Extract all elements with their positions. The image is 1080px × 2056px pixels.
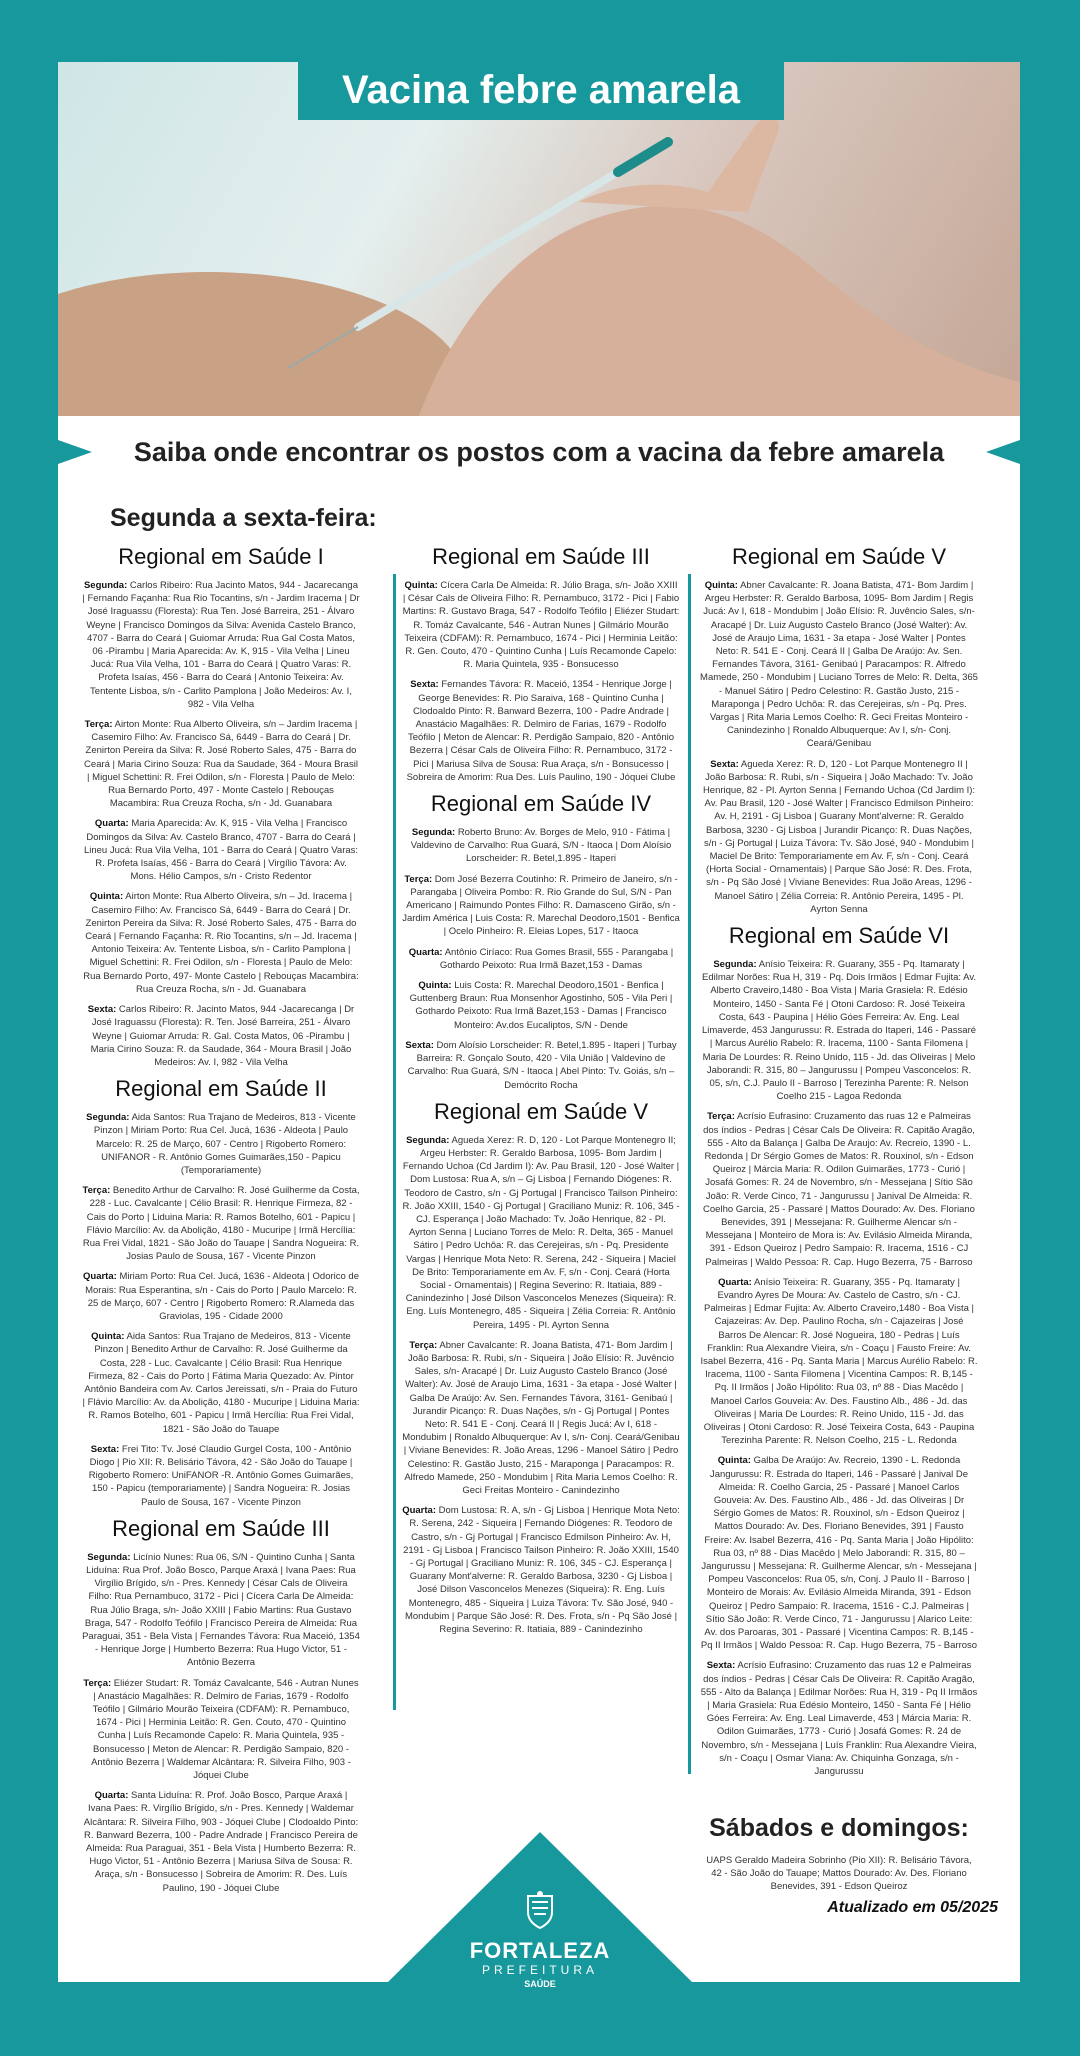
location-list: Aida Santos: Rua Trajano de Medeiros, 813 - Vicente Pinzon | Benedito Arthur de Carvalho: R. José Guilherme da Costa, 228 - Luc. Cavalcante | Célio Brasil: Rua Henrique Firmeza, 82 - Cais do Porto | Fátima Maria Quezado: Av. Pintor Antônio Bandeira com Av. Carlos Jereissati, s/n - Praia do Futuro | Flávio Marcílio: Av. da Abolição, 4180 - Mucuripe | Liduina Maria: R. Ramos Botelho, 601 - Papicu | Irmã Hercília: Rua Frei Vidal, 1821 - São João do Tauape <box>82 1331 360 1435</box>
schedule-entry <box>700 758 978 916</box>
day-label: Terça: <box>83 1677 112 1689</box>
day-label: Quarta: <box>83 1271 117 1283</box>
location-list: Agueda Xerez: R. D, 120 - Lot Parque Montenegro II; Argeu Herbster: R. Geraldo Barbosa, 1095- Bom Jardim | Fernando Uchoa (Cd Jardim I): Av. Pau Brasil, 120 - José Walter | Dom Lustosa: Rua A, s/n – Gj Lisboa | Fernando Diógenes: R. Teodoro de Castro, s/n - Gj Portugal | Francisco Tailson Pinheiro: R. João XXIII, 1540 - Gj Portugal | Graciliano Muniz: R. 106, 345 - CJ. Esperança | João Machado: Tv. João Henrique, 82 - Pl. Ayrton Senna | Luciano Torres de Melo: R. Delta, 365 - Manuel Sátiro | Pedro Uchôa: R. das Cerejeiras, s/n - Pq. Presidente Vargas | Henrique Mota Neto: R. Serena, 242 - Siqueira | Maciel De Brito: Temporariamente em Av. F, s/n - Conj. Ceará (Horta Social - Ornamentais) | Regina Severino: R. Itatiaia, 889 - Canindezinho | José Dilson Vasconcelos Menezes (Siqueira): R. Eng. Luís Montenegro, 485 - Siqueira | Zélia Correia: R. Antônio Pereira, 1495 - Pl. Ayrton Senna <box>402 1134 680 1331</box>
prefeitura-logo <box>440 1890 640 1991</box>
region-heading: Regional em Saúde I <box>118 544 324 569</box>
day-label: Quarta: <box>718 1276 752 1288</box>
schedule-entry <box>82 890 360 996</box>
location-list: Eliézer Studart: R. Tomáz Cavalcante, 546 - Autran Nunes | Anastácio Magalhães: R. Delmiro de Farias, 1679 - Rodolfo Teófilo | Gilmário Mourão Teixeira (CDFAM): R. Pernambuco, 1674 - Pici | Herminia Leitão: R. Gen. Couto, 470 - Quintino Cunha | Luís Recamonde Capelo: R. Maria Quintela, 935 - Bonsucesso | Meton de Alencar: R. Perdigão Sampaio, 820 - Antônio Bezerra | Waldemar Alcântara: R. Silveira Filho, 903 - Jóquei Clube <box>91 1677 359 1782</box>
schedule-entry <box>402 579 680 671</box>
region-heading: Regional em Saúde V <box>731 544 947 569</box>
schedule-entry <box>82 1443 360 1509</box>
location-list: Abner Cavalcante: R. Joana Batista, 471- Bom Jardim | Argeu Herbster: R. Geraldo Barbosa, 1095- Bom Jardim | Regis Jucá: Av I, 618 - Mondubim | João Elísio: R. Juvêncio Sales, s/n- Aracapé | Dr. Luiz Augusto Castelo Branco (José Walter): Av. José de Araujo Lima, 1631 - 3a etapa - José Walter | Pontes Neto: R. 541 E - Conj. Ceará II | Galba De Araújo: Av. Sen. Fernandes Távora, 3161- Genibaú | Paracampos: R. Alfredo Mamede, 250 - Mondubim | Luciano Torres de Melo: R. Delta, 365 - Manuel Sátiro | Pedro Celestino: R. Gastão Justo, 215 - Maraponga | Pedro Uchôa: R. das Cerejeiras, s/n - Pq. Pres. Vargas | Rita Maria Lemos Coelho: R. Geci Freitas Monteiro - Canindezinho | Ronaldo Albuquerque: Av I, s/n- Conj. Ceará/Genibau <box>700 580 978 750</box>
schedule-entry <box>700 1276 978 1448</box>
location-list: Aida Santos: Rua Trajano de Medeiros, 813 - Vicente Pinzon | Miriam Porto: Rua Cel. Jucá, 1636 - Aldeota | Paulo Marcelo: R. 25 de Março, 607 - Centro | Rigoberto Romero: UNIFANOR - R. Antônio Gomes Guimarães,150 - Papicu (Temporariamente) <box>93 1112 356 1176</box>
crest-icon <box>520 1890 560 1930</box>
location-list: Galba De Araújo: Av. Recreio, 1390 - L. Redonda Jangurussu: R. Estrada do Itaperi, 146 - Passaré | Janival De Almeida: R. Coelho Garcia, 25 - Passaré | Manoel Carlos Gouveia: Av. Des. Faustino Alb., 486 - Jd. das Oliveiras | Dr Sérgio Gomes de Matos: R. Rouxinol, s/n - Edson Queiroz | Mattos Dourado: Av. Des. Floriano Benevides, 391 | Fausto Freire: Av. Isabel Bezerra, 416 - Pq. Santa Maria | João Hipólito: Rua 03, nº 88 - Dias Macêdo | Melo Jaborandi: R. 315, 80 – Jangurussu | Messejana: R. Guilherme Alencar, s/n - Messejana | Pompeu Vasconcelos: Rua 05, s/n, Conj. J Paulo II - Barroso | Monteiro de Morais: Av. Evilásio Almeida Miranda, 391 - Edson Queiroz | Pedro Sampaio: R. Iracema, 1516 - C.J. Palmeiras | Sítio São João: R. Verde Cinco, 71 - Jangurussu | Alarico Leite: Av. dos Paroaras, 301 - Passaré | Vicentina Campos: R. B,145 - Pq II Irmãos | Waldo Pessoa: R. Cap. Hugo Bezerra, 75 - Barroso <box>700 1455 978 1652</box>
schedule-entry <box>700 1659 978 1778</box>
region-heading: Regional em Saúde IV <box>430 791 652 817</box>
region-heading: Regional em Saúde II <box>115 1076 327 1102</box>
location-list: Dom Aloísio Lorscheider: R. Betel,1.895 - Itaperi | Turbay Barreira: R. Gonçalo Souto, 420 - Vila União | Valdevino de Carvalho: Rua Guará, S/N - Itaoca | Abel Pinto: Tv. Goiás, s/n – Demócrito Rocha <box>407 1039 677 1091</box>
location-list: Anísio Teixeira: R. Guarany, 355 - Pq. Itamaraty | Edilmar Norões: Rua H, 319 - Pq. Dois Irmãos | Edmar Fujita: Av. Alberto Craveiro,1480 - Boa Vista | Maria Grasiela: R. Edésio Monteiro, 1450 - Santa Fé | Otoni Cardoso: R. José Teixeira Costa, 643 - Paupina | Hélio Góes Ferreira: Av. Eng. Leal Limaverde, 453 Jangurussu: R. Estrada do Itaperi, 146 - Passaré | Marcus Aurélio Rabelo: R. Iracema, 1100 - Santa Filomena | Maria De Lourdes: R. Reino Unido, 115 - Jd. das Oliveiras | Melo Jaborandi: R. 315, 80 – Jangurussu | Pompeu Vasconcelos: R. 05, s/n, C.J. Paulo II - Barroso | Terezinha Parente: R. Nelson Coelho 215 - Lagoa Redonda <box>701 959 977 1103</box>
syringe-cap <box>618 142 668 172</box>
schedule-entry <box>82 1551 360 1670</box>
schedule-entry <box>700 1454 978 1652</box>
location-list: Miriam Porto: Rua Cel. Jucá, 1636 - Aldeota | Odorico de Morais: Rua Esperantina, s/n - Cais do Porto | Paulo Marcelo: R. 25 de Março, 607 - Centro | Rigoberto Romero: R.Alameda das Graviolas, 195 - Cidade 2000 <box>85 1271 359 1322</box>
day-label: Sexta: <box>87 1004 117 1016</box>
location-list: Agueda Xerez: R. D, 120 - Lot Parque Montenegro II | João Barbosa: R. Rubi, s/n - Siqueira | João Machado: Tv. João Henrique, 82 - Pl. Ayrton Senna | Fernando Uchoa (Cd Jardim I): Av. Pau Brasil, 120 - José Walter | Francisco Edmilson Pinheiro: Av. H, 2191 - Gj Lisboa | Guarany Mont'alverne: R. Geraldo Barbosa, 3230 - Gj Lisboa | Jurandir Picanço: R. Duas Nações, s/n - Gj Portugal | Luiza Távora: Tv. São José, 940 - Mondubim | Maciel De Brito: Temporariamente em Av. F, s/n - Conj. Ceará (Horta Social - Ornamentais) | Parque São José: R. Des. Frota, s/n - Pq São José | Viviane Benevides: Rua João Areas, 1296 - Manoel Sátiro | Zélia Correia: R. Antônio Pereira, 1495 - Pl. Ayrton Senna <box>702 758 976 915</box>
day-label: Quinta: <box>717 1455 751 1467</box>
weekday-heading: Segunda a sexta-feira: <box>110 504 377 532</box>
location-list: Dom José Bezerra Coutinho: R. Primeiro de Janeiro, s/n - Parangaba | Oliveira Pombo: R. Rio Grande do Sul, S/N - Pan Americano | Raimundo Pontes Filho: R. Damasceno Girão, s/n - Jardim América | Luis Costa: R. Marechal Deodoro,1501 - Benfica | Ocelo Pinheiro: R. Eleias Lopes, 517 - Itaoca <box>402 873 680 938</box>
weekend-text: UAPS Geraldo Madeira Sobrinho (Pio XII): R. Belisário Távora, 42 - São João do Tauape; Mattos Dourado: Av. Des. Floriano Benevides, 391 - Edson Queiroz <box>706 1855 972 1893</box>
region-heading: Regional em Saúde VI <box>728 923 950 949</box>
day-label: Terça: <box>84 719 113 731</box>
schedule-entry <box>82 579 360 711</box>
location-list: Airton Monte: Rua Alberto Oliveira, s/n – Jardim Iracema | Casemiro Filho: Av. Francisco Sá, 6449 - Barra do Ceará | Dr. Zenirton Pereira da Silva: R. José Roberto Sales, 475 - Barra do Ceará | Maria Cirino Souza: Rua da Saudade, 364 - Moura Brasil | Miguel Schettini: R. Frei Odilon, s/n - Floresta | Paulo de Melo: Rua Bernardo Porto, 497 - Monte Castelo | Rebouças Macambira: Rua Creuza Rocha, s/n - Jd. Guanabara <box>84 719 358 810</box>
location-list: Anísio Teixeira: R. Guarany, 355 - Pq. Itamaraty | Evandro Ayres De Moura: Av. Castelo de Castro, s/n - CJ. Palmeiras | Edmar Fujita: Av. Alberto Craveiro,1480 - Boa Vista | Cajazeiras: Av. Dep. Paulino Rocha, s/n - Cajazeiras | José Barros De Alencar: R. José Nogueira, 180 - Pedras | Luís Franklin: Rua Alexandre Vieira, s/n - Coaçu | Fausto Freire: Av. Isabel Bezerra, 416 - Pq. Santa Maria | Marcus Aurélio Rabelo: R. Iracema, 1100 - Santa Filomena | Vicentina Campos: R. B,145 - Pq. II Irmãos | João Hipólito: Rua 03, nº 88 - Dias Macêdo | Manoel Carlos Gouveia: Av. Des. Faustino Alb., 486 - Jd. das Oliveiras | Maria De Lourdes: R. Reino Unido, 115 - Jd. das Oliveiras | Otoni Cardoso: R. José Teixeira Costa, 643 - Paupina Terezinha Parente: R. Nelson Coelho, 215 - L. Redonda <box>700 1276 978 1447</box>
day-label: Quarta: <box>408 946 443 958</box>
schedule-entry <box>700 958 978 1103</box>
day-label: Sexta: <box>410 679 439 691</box>
schedule-entry <box>82 1270 360 1323</box>
day-label: Quarta: <box>94 818 129 830</box>
location-list: Licínio Nunes: Rua 06, S/N - Quintino Cunha | Santa Liduína: Rua Prof. João Bosco, Parque Araxá | Ivana Paes: Rua Virgílio Brígido, s/n - Pres. Kennedy | César Cals de Oliveira Filho: Rua Pernambuco, 3172 - Pici | Cícera Carla De Almeida: Rua Júlio Braga, s/n- João XXIII | Fabio Martins: Rua Gustavo Braga, 547 - Rodolfo Teófilo | Francisco Pereira de Almeida: Rua Paraguai, 351 - Bela Vista | Fernandes Távora: Rua Maceió, 1354 - Henrique Jorge | Humberto Bezerra: Rua Hugo Victor, 51 - Antônio Bezerra <box>82 1551 360 1669</box>
day-label: Sexta: <box>90 1443 120 1455</box>
schedule-entry <box>82 1330 360 1436</box>
day-label: Quinta: <box>704 580 738 591</box>
column-2 <box>402 544 680 1643</box>
schedule-entry <box>402 1339 680 1497</box>
schedule-entry <box>402 1039 680 1092</box>
updated-date: Atualizado em 05/2025 <box>827 1899 998 1916</box>
day-label: Segunda: <box>83 580 128 591</box>
schedule-entry <box>82 1184 360 1263</box>
day-label: Segunda: <box>411 827 456 839</box>
schedule-entry <box>82 718 360 810</box>
schedule-entry <box>402 946 680 972</box>
location-list: Luis Costa: R. Marechal Deodoro,1501 - Benfica | Guttenberg Braun: Rua Monsenhor Agostinho, 505 - Vila Peri | Gothardo Peixoto: Rua Irmã Bazet,153 - Damas | Francisco Monteiro: Av.dos Eucaliptos, S/N - Dende <box>409 980 673 1031</box>
day-label: Segunda: <box>406 1134 450 1146</box>
location-list: Dom Lustosa: R. A, s/n - Gj Lisboa | Henrique Mota Neto: R. Serena, 242 - Siqueira | Fernando Diógenes: R. Teodoro de Castro, s/n - Gj Portugal | Francisco Edmilson Pinheiro: Av. H, 2191 - Gj Lisboa | Francisco Tailson Pinheiro: R. João XXIII, 1540 - Gj Portugal | Graciliano Muniz: R. 106, 345 - CJ. Esperança | Guarany Mont'alverne: R. Geraldo Barbosa, 3230 - Gj Lisboa | José Dilson Vasconcelos Menezes (Siqueira): R. Eng. Luís Montenegro, 485 - Siqueira | Luiza Távora: Tv. São José, 940 - Mondubim | Parque São José: R. Des. Frota, s/n - Pq São José | Regina Severino: R. Itatiaia, 889 - Canindezinho <box>403 1505 680 1636</box>
schedule-entry <box>82 817 360 883</box>
schedule-entry <box>402 873 680 939</box>
schedule-entry <box>82 1003 360 1069</box>
column-divider-2 <box>688 574 691 1774</box>
day-label: Terça: <box>707 1111 735 1123</box>
location-list: Santa Liduína: R. Prof. João Bosco, Parque Araxá | Ivana Paes: R. Virgílio Brígido, s/n - Pres. Kennedy | Waldemar Alcântara: R. Silveira Filho, 903 - Jóquei Clube | Clodoaldo Pinto: R. Banward Bezerra, 100 - Padre Andrade | Francisco Pereira de Almeida: Rua Paraguai, 351 - Bela Vista | Humberto Bezerra: R. Hugo Victor, 51 - Antônio Bezerra | Mariusa Silva de Sousa: R. Araça, s/n - Bonsucesso | Sobreira de Amorim: R. Des. Luís Paulino, 190 - Jóquei Clube <box>83 1790 359 1894</box>
logo-department: SAÚDE <box>524 1979 556 1989</box>
day-label: Quinta: <box>89 891 124 903</box>
day-label: Quinta: <box>91 1331 125 1343</box>
day-label: Terça: <box>404 873 433 885</box>
location-list: Frei Tito: Tv. José Claudio Gurgel Costa, 100 - Antônio Diogo | Pio XII: R. Belisário Távora, 42 - São João do Tauape | Rigoberto Romero: UniFANOR -R. Antônio Gomes Guimarães, 150 - Papicu (temporariamente) | Sandra Nogueira: R. Josias Paulo de Sousa, 167 - Vicente Pinzon <box>88 1443 354 1508</box>
day-label: Terça: <box>409 1339 438 1351</box>
finger-shape <box>578 117 779 212</box>
day-label: Quinta: <box>418 980 452 992</box>
schedule-entry <box>402 678 680 784</box>
schedule-entry <box>82 1677 360 1783</box>
weekend-heading: Sábados e domingos: <box>709 1814 969 1842</box>
location-list: Carlos Ribeiro: Rua Jacinto Matos, 944 - Jacarecanga | Fernando Façanha: Rua Rio Tocantins, s/n - Jardim Iracema | Dr José Iraguassu (Floresta): Rua Ten. José Barreira, 251 - Álvaro Weyne | Francisco Domingos da Silva: Avenida Castelo Branco, 4707 - Barra do Ceará | Guiomar Arruda: Rua Gal Costa Matos, 06 -Pirambu | Maria Aparecida: Av. K, 915 - Vila Velha | Lineu Jucá: Rua Vila Velha, 101 - Barra do Ceará | Quatro Varas: R. Profeta Isaías, 456 - Barra do Ceará | Antonio Teixeira: Av. Tentente Lisboa, s/n - Carlito Pamplona | João Medeiros: Av. I, 982 - Vila Velha <box>82 580 360 710</box>
day-label: Sexta: <box>710 758 739 770</box>
column-divider-1 <box>393 574 396 1710</box>
schedule-entry <box>700 579 978 751</box>
schedule-entry <box>402 1134 680 1332</box>
location-list: Fernandes Távora: R. Maceió, 1354 - Henrique Jorge | George Benevides: R. Pio Saraiva, 168 - Quintino Cunha | Clodoaldo Pinto: R. Banward Bezerra, 100 - Padre Andrade | Anastácio Magalhães: R. Delmiro de Farias, 1679 - Rodolfo Teófilo | Meton de Alencar: R. Perdigão Sampaio, 820 - Antônio Bezerra | César Cals de Oliveira Filho: R. Pernambuco, 3172 - Pici | Mariusa Silva de Sousa: Rua Araça, s/n - Bonsucesso | Sobreira de Amorim: Rua Des. Luís Paulino, 190 - Jóquei Clube <box>406 679 676 783</box>
column-1 <box>82 544 360 1902</box>
location-list: Abner Cavalcante: R. Joana Batista, 471- Bom Jardim | João Barbosa: R. Rubi, s/n - Siqueira | João Elísio: R. Juvêncio Sales, s/n- Aracapé | Dr. Luiz Augusto Castelo Branco (José Walter): Av. José de Araujo Lima, 1631 - 3a etapa - José Walter | Galba De Araújo: Av. Sen. Fernandes Távora, 3161- Genibaú | Jurandir Picanço: R. Duas Nações, s/n - Gj Portugal | Pontes Neto: R. 541 E - Conj. Ceará II | Regis Jucá: Av I, 618 - Mondubim | Ronaldo Albuquerque: Av I, s/n- Conj. Ceará/Genibau | Viviane Benevides: R. João Areas, 1296 - Manoel Sátiro | Pedro Celestino: R. Gastão Justo, 215 - Maraponga | Paracampos: R. Alfredo Mamede, 250 - Mondubim | Rita Maria Lemos Coelho: R. Geci Freitas Monteiro - Canindezinho <box>402 1339 680 1496</box>
region-heading: Regional em Saúde III <box>432 544 650 569</box>
logo-city: FORTALEZA <box>469 1938 611 1963</box>
day-label: Quarta: <box>402 1505 436 1517</box>
location-list: Antônio Ciríaco: Rua Gomes Brasil, 555 - Parangaba | Gothardo Peixoto: Rua Irmã Bazet,153 - Damas <box>439 946 674 971</box>
logo-prefeitura: PREFEITURA <box>481 1963 598 1977</box>
location-list: Roberto Bruno: Av. Borges de Melo, 910 - Fátima | Valdevino de Carvalho: Rua Guará, S/N - Itaoca | Dom Aloísio Lorscheider: R. Betel,1.895 - Itaperi <box>410 827 672 865</box>
location-list: Airton Monte: Rua Alberto Oliveira, s/n – Jd. Iracema | Casemiro Filho: Av. Francisco Sá, 6449 - Barra do Ceará | Dr. Zenirton Pereira da Silva: R. José Roberto Sales, 475 - Barra do Ceará | Fernando Façanha: R. Rio Tocantins, s/n – Jd. Iracema | Antonio Teixeira: Av. Tentente Lisboa, s/n - Carlito Pamplona | Miguel Schettini: R. Frei Odilon, s/n - Floresta | Paulo de Melo: Rua Bernardo Porto, 497- Monte Castelo | Rebouças Macambira: Rua Creuza Rocha, s/n - Jd. Guanabara <box>83 891 359 995</box>
schedule-entry <box>700 1110 978 1268</box>
location-list: Maria Aparecida: Av. K, 915 - Vila Velha | Francisco Domingos da Silva: Av. Castelo Branco, 4707 - Barra do Ceará | Lineu Jucá: Rua Vila Velha, 101 - Barra do Ceará | Quatro Varas: R. Profeta Isaías, 456 - Barra do Ceará | Virgílio Távora: Av. Mons. Hélio Campos, s/n - Cristo Redentor <box>83 818 359 883</box>
page-title: Vacina febre amarela <box>298 60 784 120</box>
day-label: Quinta: <box>404 580 438 591</box>
day-label: Quarta: <box>94 1790 129 1802</box>
subtitle: Saiba onde encontrar os postos com a vacina da febre amarela <box>133 437 945 467</box>
location-list: Acrísio Eufrasino: Cruzamento das ruas 12 e Palmeiras dos índios - Pedras | César Cals De Oliveira: R. Capitão Aragão, 555 - Alto da Balança | Edilmar Norões: Rua H, 319 - Pq II Irmãos | Maria Grasiela: Rua Edésio Monteiro, 1450 - Santa Fé | Hélio Góes Ferreira: Av. Eng. Leal Limaverde, 453 | Márcia Maria: R. Odilon Guimarães, 1773 - Curió | Josafá Gomes: R. 24 de Novembro, s/n - Messejana | Luís Franklin: Rua Alexandre Vieira, s/n - Coaçu | Osmar Viana: Av. Chiquinha Gonzaga, s/n - Jangurussu <box>700 1660 978 1778</box>
location-list: Cícera Carla De Almeida: R. Júlio Braga, s/n- João XXIII | César Cals de Oliveira Filho: R. Pernambuco, 3172 - Pici | Fabio Martins: R. Gustavo Braga, 547 - Rodolfo Teófilo | Eliézer Studart: R. Tomáz Cavalcante, 546 - Autran Nunes | Gilmário Mourão Teixeira (CDFAM): R. Pernambuco, 1674 - Pici | Herminia Leitão: R. Gen. Couto, 470 - Quintino Cunha | Luís Recamonde Capelo: R. Maria Quintela, 935 - Bonsucesso <box>402 580 680 671</box>
location-list: Benedito Arthur de Carvalho: R. José Guilherme da Costa, 228 - Luc. Cavalcante | Célio Brasil: R. Henrique Firmeza, 82 - Cais do Porto | Liduina Maria: R. Ramos Botelho, 601 - Papicu | Flávio Marcílio: Av. da Abolição, 4180 - Mucuripe | Irmã Hercília: Rua Frei Vidal, 1821 - São João do Tauape | Sandra Nogueira: R. Josias Paulo de Sousa, 167 - Vicente Pinzon <box>82 1185 360 1263</box>
location-list: Carlos Ribeiro: R. Jacinto Matos, 944 -Jacarecanga | Dr José Iraguassu (Floresta): R. Ten. José Barreira, 251 - Álvaro Weyne | Guiomar Arruda: R. Gal. Costa Matos, 06 -Pirambu | Maria Cirino Souza: R. da Saudade, 364 - Moura Brasil | João Medeiros: Av. I, 982 - Vila Velha <box>90 1004 355 1068</box>
schedule-entry <box>82 1111 360 1177</box>
location-list: Acrísio Eufrasino: Cruzamento das ruas 12 e Palmeiras dos índios - Pedras | César Cals De Oliveira: R. Capitão Aragão, 555 - Alto da Balança | Galba De Araujo: Av. Recreio, 1390 - L. Redonda | Dr Sérgio Gomes de Matos: R. Rouxinol, s/n - Edson Queiroz | Márcia Maria: R. Odilon Guimarães, 1773 - Curió | Josafá Gomes: R. 24 de Novembro, s/n - Messejana | Sítio São João: R. Verde Cinco, 71 - Jangurussu | Janival De Almeida: R. Coelho Garcia, 25 - Passaré | Mattos Dourado: Av. Des. Floriano Benevides, 391 | Messejana: R. Guilherme Alencar s/n - Messejana | Monteiro de Mora is: Av. Evilásio Almeida Miranda, 391 - Edson Queiroz | Pedro Sampaio: R. Iracema, 1516 - CJ Palmeiras | Waldo Pessoa: R. Cap. Hugo Bezerra, 75 - Barroso <box>703 1111 975 1268</box>
day-label: Segunda: <box>713 959 757 971</box>
schedule-entry <box>402 826 680 866</box>
day-label: Segunda: <box>86 1112 130 1124</box>
column-3 <box>700 544 978 1785</box>
day-label: Sexta: <box>706 1660 736 1672</box>
schedule-entry <box>402 1504 680 1636</box>
region-heading: Regional em Saúde V <box>433 1098 649 1124</box>
schedule-entry <box>82 1789 360 1895</box>
day-label: Sexta: <box>405 1039 434 1051</box>
region-heading: Regional em Saúde III <box>112 1515 330 1541</box>
day-label: Segunda: <box>87 1551 131 1563</box>
schedule-entry <box>402 979 680 1032</box>
day-label: Terça: <box>82 1185 111 1197</box>
